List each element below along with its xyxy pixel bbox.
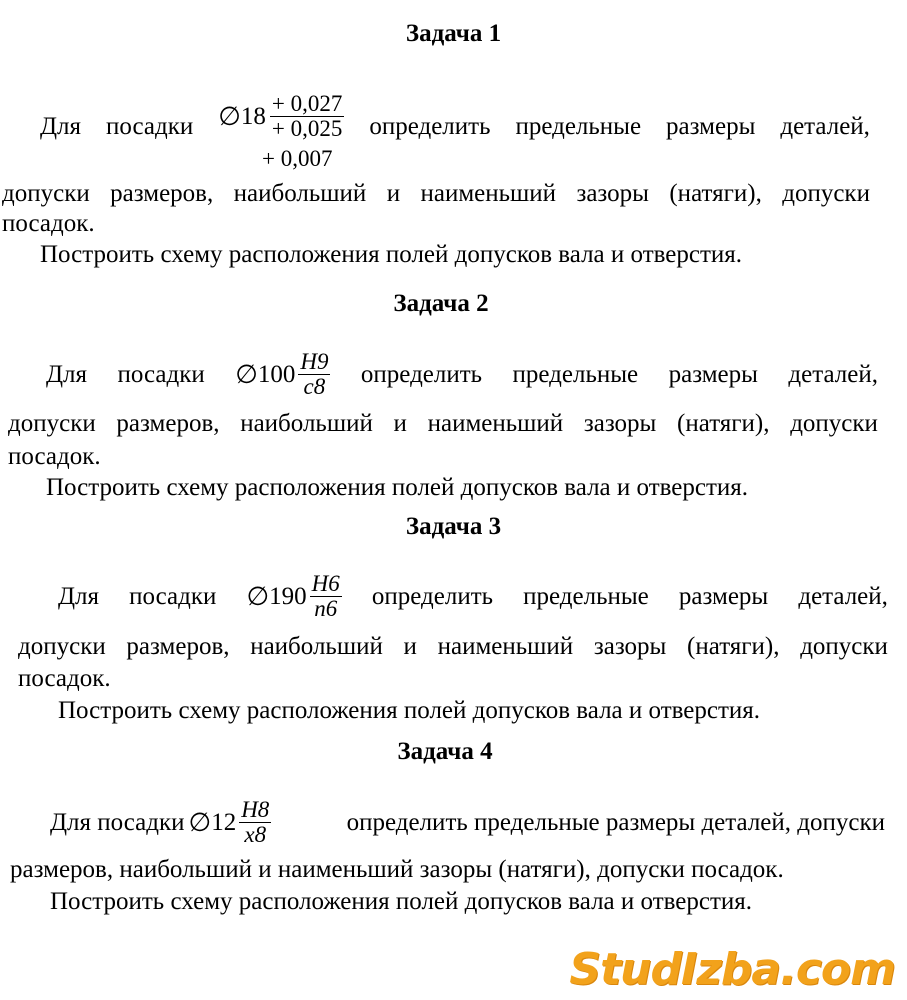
word: допуски <box>8 410 96 437</box>
hole-tolerance-field: H8 <box>241 797 270 822</box>
task-2-title: Задача 2 <box>393 290 489 317</box>
word: Для <box>46 360 88 388</box>
fit-designation <box>218 92 344 141</box>
word: Для <box>40 113 82 141</box>
word: посадки <box>106 113 194 141</box>
word: размеров, <box>116 410 220 437</box>
task-4-line-4: Построить схему расположения полей допусков вала и отверстия. <box>50 888 753 915</box>
task-3-title: Задача 3 <box>405 513 502 540</box>
word: наибольший <box>233 180 367 207</box>
word: посадки <box>117 360 205 388</box>
word: допуски <box>800 633 888 660</box>
word: допуски <box>2 180 90 207</box>
task-3-line-3: посадок. <box>18 665 111 692</box>
task-2-line-4: Построить схему расположения полей допусков вала и отверстия. <box>46 474 749 501</box>
word: предельные <box>515 113 642 141</box>
word: наименьший <box>420 180 557 207</box>
word: наименьший <box>427 410 564 437</box>
task-1-line-2 <box>2 180 870 208</box>
word: размеров, <box>110 180 214 207</box>
word: зазоры <box>583 410 657 437</box>
word: (натяги), <box>677 410 770 437</box>
word: деталей, <box>788 360 878 388</box>
word: размеров, <box>126 633 230 660</box>
shaft-tolerance-field: x8 <box>244 822 267 848</box>
hole-tolerance-field: H9 <box>300 349 329 374</box>
word: зазоры <box>576 180 649 207</box>
hole-tolerance-field: H6 <box>311 571 340 596</box>
word: предельные <box>512 360 639 388</box>
studizba-watermark-logo: StudIzba.com <box>569 944 895 995</box>
task-3-line-4: Построить схему расположения полей допусков вала и отверстия. <box>58 697 761 724</box>
word: и <box>403 633 417 660</box>
word: наибольший <box>240 410 373 437</box>
word: допуски <box>790 410 878 437</box>
nominal-size: 12 <box>211 808 237 836</box>
shaft-lower-deviation: + 0,007 <box>262 146 333 171</box>
word: наибольший <box>250 633 383 660</box>
diameter-symbol: ∅ <box>218 101 241 131</box>
fit-designation <box>235 350 330 399</box>
task-3-line-2 <box>18 633 888 661</box>
word: и <box>393 410 407 437</box>
fit-fraction <box>298 350 330 399</box>
word: допуски <box>782 180 870 207</box>
word: деталей, <box>798 582 888 610</box>
diameter-symbol: ∅ <box>188 807 212 837</box>
task-1-title: Задача 1 <box>405 20 502 47</box>
fit-fraction <box>239 798 271 847</box>
word: посадки <box>129 582 217 610</box>
text: определить предельные размеры деталей, допуски <box>346 808 885 836</box>
word: определить <box>369 113 491 141</box>
text: Для посадки <box>50 808 185 836</box>
word: размеры <box>678 582 769 610</box>
word: наименьший <box>437 633 574 660</box>
task-4-line-1 <box>50 798 885 847</box>
diameter-symbol: ∅ <box>235 359 258 389</box>
nominal-size: 100 <box>257 360 296 388</box>
word: (натяги), <box>687 633 780 660</box>
nominal-size: 18 <box>240 102 266 130</box>
nominal-size: 190 <box>269 582 307 610</box>
diameter-symbol: ∅ <box>246 581 270 611</box>
word: и <box>386 180 401 207</box>
task-1-line-1 <box>40 92 870 141</box>
task-3-line-1 <box>58 572 888 621</box>
hole-tolerance-fraction <box>270 92 344 141</box>
hole-lower-deviation: + 0,025 <box>271 116 343 142</box>
word: размеры <box>666 113 756 141</box>
word: размеры <box>668 360 758 388</box>
fit-designation <box>247 572 342 621</box>
word: определить <box>360 360 483 388</box>
shaft-tolerance-field: n6 <box>314 596 338 622</box>
word: (натяги), <box>669 180 762 207</box>
word: определить <box>371 582 494 610</box>
task-1-line-4: Построить схему расположения полей допусков вала и отверстия. <box>40 241 743 268</box>
task-2-line-1 <box>46 350 878 399</box>
task-4-title: Задача 4 <box>397 738 493 765</box>
word: допуски <box>18 633 106 660</box>
task-1-line-3: посадок. <box>2 210 95 237</box>
word: предельные <box>523 582 649 610</box>
task-4-line-2: размеров, наибольший и наименьший зазоры (натяги), допуски посадок. <box>10 856 784 883</box>
word: деталей, <box>780 113 870 141</box>
word: Для <box>58 582 100 610</box>
fit-fraction <box>310 572 342 621</box>
task-2-line-2 <box>8 410 878 438</box>
task-2-line-3: посадок. <box>8 443 101 470</box>
fit-prefix <box>50 798 271 847</box>
shaft-tolerance-field: c8 <box>303 374 326 400</box>
hole-upper-deviation: + 0,027 <box>271 91 343 116</box>
word: зазоры <box>593 633 667 660</box>
